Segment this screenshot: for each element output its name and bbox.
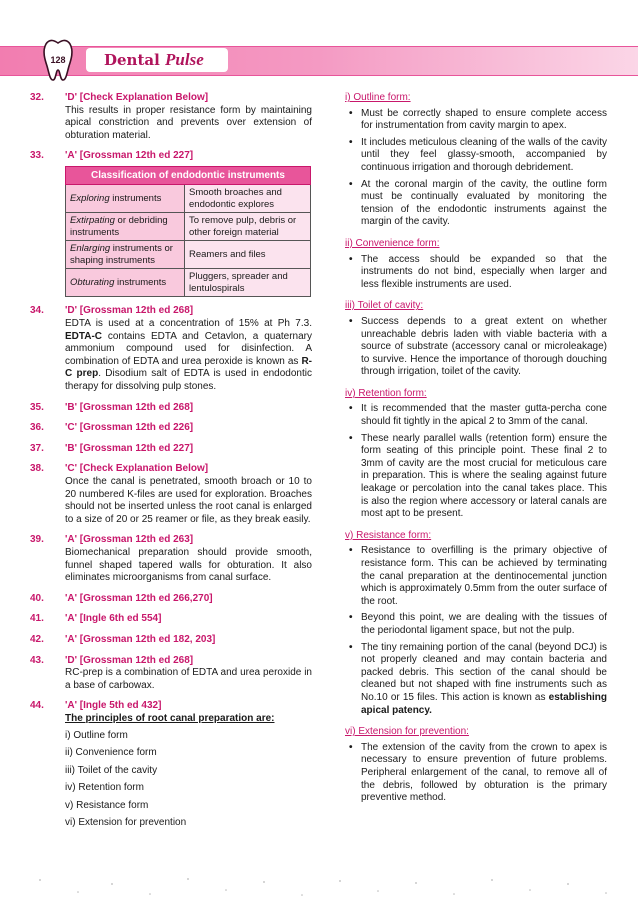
table-cell-type: Exploring instruments [66, 185, 185, 213]
bullet-item: • It includes meticulous cleaning of the walls of the cavity until they feel glassy-smooth, accompanied by continuous irrigation and thorough debridement. [345, 137, 607, 175]
table-row [66, 269, 311, 297]
bullet-item: • The extension of the cavity from the crown to apex is necessary to ensure prevention of future problems. Peripheral enlargement of the canal, to remove all of the debris, followed by obturation is the primary preventive method. [345, 742, 607, 805]
answer-explanation: Biomechanical preparation should provide smooth, funnel shaped tapered walls for obturation. It also eliminates microorganisms from canal surface. [65, 546, 312, 584]
bullet-item: • The access should be expanded so that the instruments do not bind, especially when larger and less flexible instruments are used. [345, 254, 607, 292]
answer-reference: 'A' [Ingle 5th ed 432] [65, 700, 162, 712]
table-cell-type: Obturating instruments [66, 269, 185, 297]
answer-number: 38. [30, 463, 44, 475]
table-cell-instruments: Pluggers, spreader and lentulospirals [185, 269, 311, 297]
brand-main: Dental [104, 51, 166, 69]
section-outline-form [345, 92, 607, 229]
bullet-item: • The tiny remaining portion of the canal (beyond DCJ) is not properly cleaned and may contain bacteria and packed debris. This section of the canal should be cleaned but not shaped with fine instruments such as No.10 or 15 files. This action is known as establishing apical patency. [345, 642, 607, 718]
answer-reference: 'A' [Ingle 6th ed 554] [65, 613, 162, 625]
table-cell-type: Enlarging instruments or shaping instruments [66, 241, 185, 269]
answer-explanation: EDTA is used at a concentration of 15% at Ph 7.3. EDTA-C contains EDTA and Cetavlon, a quaternary ammonium compound used for disinfection. A combination of EDTA and urea peroxide is known as R-C prep. Disodium salt of EDTA is used in endodontic therapy for dissolving pulp stones. [65, 318, 312, 393]
answer-37 [30, 443, 312, 456]
answer-number: 39. [30, 534, 44, 546]
answer-reference: 'A' [Grossman 12th ed 266,270] [65, 592, 213, 604]
section-title: ii) Convenience form: [345, 237, 440, 249]
list-item: i) Outline form [65, 729, 128, 741]
answer-number: 35. [30, 401, 44, 413]
section-title: iv) Retention form: [345, 387, 427, 399]
answer-32 [30, 92, 312, 142]
answer-reference: 'A' [Grossman 12th ed 263] [65, 534, 194, 546]
list-item: vi) Extension for prevention [65, 817, 187, 829]
list-item: iv) Retention form [65, 782, 144, 794]
principles-heading: The principles of root canal preparation are: [65, 712, 275, 724]
answer-number: 44. [30, 700, 44, 712]
section-toilet-of-cavity [345, 300, 607, 379]
table-cell-type: Extirpating or debriding instruments [66, 213, 185, 241]
answer-reference: 'A' [Grossman 12th ed 182, 203] [65, 633, 216, 645]
section-title: vi) Extension for prevention: [345, 726, 469, 738]
answer-reference: 'B' [Grossman 12th ed 227] [65, 442, 194, 454]
principles-list [65, 730, 312, 831]
table-row [66, 213, 311, 241]
answer-number: 41. [30, 613, 44, 625]
answer-34 [30, 305, 312, 393]
bullet-item: • Must be correctly shaped to ensure complete access for instrumentation from cavity margin to apex. [345, 108, 607, 133]
section-convenience-form [345, 238, 607, 291]
list-item: iii) Toilet of the cavity [65, 764, 158, 776]
table-cell-instruments: Reamers and files [185, 241, 311, 269]
bullet-item: • These nearly parallel walls (retention form) ensure the form seating of this principle point. These final 2 to 3mm of cavity are the most crucial for meticulous care in preparation. This is where the sealing against future leakage or percolation into the canal takes place. This is also the region where accessory or lateral canals are most apt to be present. [345, 433, 607, 521]
answer-reference: 'D' [Grossman 12th ed 268] [65, 654, 194, 666]
answer-42 [30, 634, 312, 647]
answer-number: 40. [30, 592, 44, 604]
answer-reference: 'D' [Grossman 12th ed 268] [65, 305, 194, 317]
answer-33 [30, 150, 312, 297]
classification-table [65, 166, 311, 298]
answer-number: 43. [30, 654, 44, 666]
answer-number: 42. [30, 633, 44, 645]
answer-reference: 'D' [Check Explanation Below] [65, 92, 209, 103]
answer-number: 36. [30, 422, 44, 434]
right-column [345, 92, 607, 814]
list-item: ii) Convenience form [65, 747, 157, 759]
left-column [30, 92, 312, 838]
answer-39 [30, 534, 312, 584]
answer-reference: 'C' [Grossman 12th ed 226] [65, 422, 194, 434]
page-number: 128 [50, 55, 66, 65]
answer-explanation: This results in proper resistance form by maintaining apical constriction and prevents over extension of obturation material. [65, 104, 312, 141]
bullet-item: • Success depends to a great extent on whether unreachable debris laden with viable bacteria with a source of substrate (accessory canal or microleakage) to survive. Hence the importance of thorough douching through irrigation, toilet of the cavity. [345, 316, 607, 379]
table-cell-instruments: Smooth broaches and endodontic explores [185, 185, 311, 213]
bullet-item: • At the coronal margin of the cavity, the outline form must be continually evaluated by monitoring the tension of the endodontic instruments against the margin of the cavity. [345, 179, 607, 229]
answer-reference: 'C' [Check Explanation Below] [65, 463, 209, 475]
answer-40 [30, 593, 312, 606]
table-cell-instruments: To remove pulp, debris or other foreign material [185, 213, 311, 241]
answer-44 [30, 700, 312, 830]
answer-number: 34. [30, 305, 44, 317]
bullet-item: • It is recommended that the master gutta-percha cone should fit tightly in the apical 2 to 3mm of the canal. [345, 403, 607, 428]
answer-38 [30, 463, 312, 526]
table-title: Classification of endodontic instruments [66, 166, 311, 185]
answer-41 [30, 613, 312, 626]
answer-number: 37. [30, 442, 44, 454]
footer-dots-decoration [0, 870, 638, 902]
answer-43 [30, 655, 312, 693]
brand-script: Pulse [165, 50, 204, 69]
section-extension-for-prevention [345, 726, 607, 805]
answer-explanation: Once the canal is penetrated, smooth broach or 10 to 20 numbered K-files are used for exploration. Broaches should not be inserted unless the root canal is enlarged to a size of 20 or 25 reamer or file, as they break easily. [65, 476, 312, 525]
answer-number: 33. [30, 150, 44, 162]
answer-reference: 'B' [Grossman 12th ed 268] [65, 401, 194, 413]
answer-reference: 'A' [Grossman 12th ed 227] [65, 150, 194, 162]
list-item: v) Resistance form [65, 799, 149, 811]
table-row [66, 241, 311, 269]
bullet-item: • Beyond this point, we are dealing with the tissues of the periodontal ligament space, but not the pulp. [345, 612, 607, 637]
section-resistance-form [345, 530, 607, 717]
answer-explanation: RC-prep is a combination of EDTA and urea peroxide in a base of carbowax. [65, 667, 312, 691]
section-title: iii) Toilet of cavity: [345, 300, 424, 312]
section-title: v) Resistance form: [345, 529, 432, 541]
section-title: i) Outline form: [345, 92, 411, 103]
bullet-item: • Resistance to overfilling is the primary objective of resistance form. This can be achieved by terminating the canal preparation at the dentinocemental junction which is approximately 0.5mm from the outer surface of the root. [345, 545, 607, 608]
table-row [66, 185, 311, 213]
answer-number: 32. [30, 92, 44, 103]
section-retention-form [345, 388, 607, 521]
brand-title [86, 48, 228, 72]
answer-35 [30, 402, 312, 415]
answer-36 [30, 422, 312, 435]
